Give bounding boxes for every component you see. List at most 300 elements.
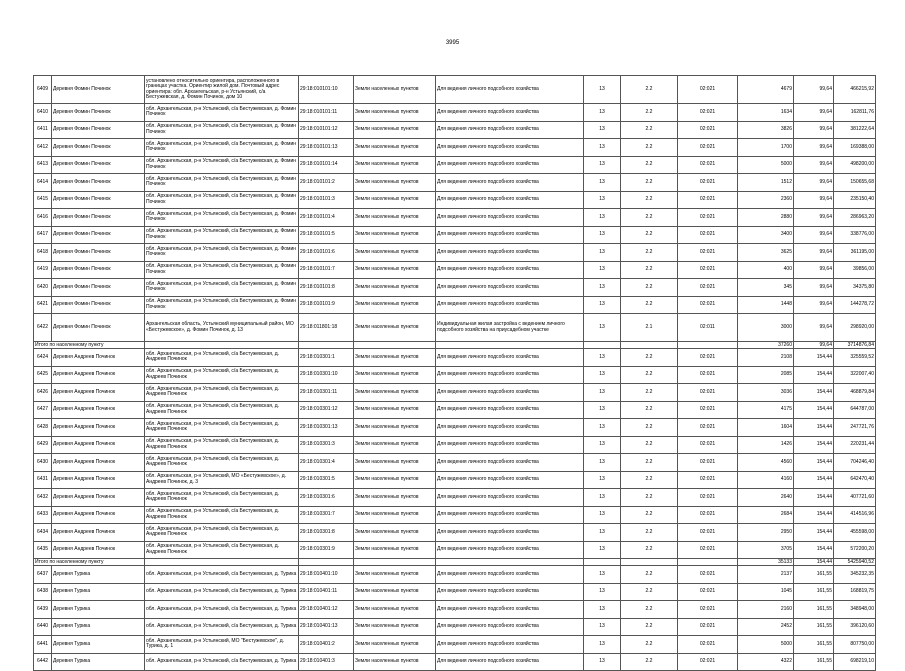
row-number: 6422 <box>34 314 52 342</box>
cadastral-number: 29:18:010401:11 <box>299 583 354 601</box>
vri-code: 02:021 <box>678 436 738 454</box>
address: обл. Архангельская, р-н Устьянский, с/а Бестужевская, д. Фомин Починок <box>145 139 299 157</box>
rate: 154,44 <box>794 436 834 454</box>
empty-cell <box>436 342 584 349</box>
address: установлено относительно ориентира, расположенного в границах участка. Ориентир жилой дом. Почтовый адрес ориентира: обл. Архангельская, р-н Устьянский, с/а Бестужевская, д. Фомин Починок, дом 10 <box>145 76 299 104</box>
vri-code: 02:021 <box>678 209 738 227</box>
settlement-name: Деревня Андреев Починок <box>52 436 145 454</box>
vri-code: 02:021 <box>678 541 738 559</box>
group: 2.2 <box>621 226 678 244</box>
permitted-use: Для ведения личного подсобного хозяйства <box>436 76 584 104</box>
address: обл. Архангельская, р-н Устьянский, с/а Бестужевская, д. Андреев Починок <box>145 506 299 524</box>
rate: 99,64 <box>794 104 834 122</box>
cadastral-value: 396120,60 <box>834 618 876 636</box>
permitted-use: Для ведения личного подсобного хозяйства <box>436 191 584 209</box>
land-category: Земли населенных пунктов <box>354 636 436 654</box>
cadastral-number: 29:18:010101:10 <box>299 76 354 104</box>
cadastral-number: 29:18:010301:8 <box>299 524 354 542</box>
cadastral-table <box>33 75 876 671</box>
land-category: Земли населенных пунктов <box>354 296 436 314</box>
settlement-name: Деревня Фомин Починок <box>52 121 145 139</box>
settlement-name: Деревня Андреев Починок <box>52 471 145 489</box>
area: 4160 <box>738 471 794 489</box>
address: обл. Архангельская, р-н Устьянский, с/а Бестужевская, д. Фомин Починок <box>145 261 299 279</box>
permitted-use: Для ведения личного подсобного хозяйства <box>436 384 584 402</box>
cadastral-value: 169388,00 <box>834 139 876 157</box>
area: 3705 <box>738 541 794 559</box>
permitted-use: Для ведения личного подсобного хозяйства <box>436 566 584 584</box>
rate: 161,55 <box>794 653 834 671</box>
row-number: 6429 <box>34 436 52 454</box>
permitted-use: Для ведения личного подсобного хозяйства <box>436 366 584 384</box>
group: 2.2 <box>621 384 678 402</box>
permitted-use: Для ведения личного подсобного хозяйства <box>436 471 584 489</box>
table-row <box>34 226 876 244</box>
permitted-use: Для ведения личного подсобного хозяйства <box>436 601 584 619</box>
table-row <box>34 601 876 619</box>
page-number: 3995 <box>445 40 460 46</box>
permitted-use: Для ведения личного подсобного хозяйства <box>436 121 584 139</box>
cadastral-value: 338776,00 <box>834 226 876 244</box>
row-number: 6424 <box>34 349 52 367</box>
row-number: 6431 <box>34 471 52 489</box>
permitted-use: Для ведения личного подсобного хозяйства <box>436 156 584 174</box>
rate: 154,44 <box>794 349 834 367</box>
address: обл. Архангельская, р-н Устьянский, с/а Бестужевская, д. Андреев Починок <box>145 436 299 454</box>
table-row <box>34 583 876 601</box>
group: 2.2 <box>621 76 678 104</box>
permitted-use: Для ведения личного подсобного хозяйства <box>436 436 584 454</box>
permitted-use: Для ведения личного подсобного хозяйства <box>436 524 584 542</box>
area: 1700 <box>738 139 794 157</box>
land-category: Земли населенных пунктов <box>354 506 436 524</box>
cadastral-number: 29:18:010301:4 <box>299 454 354 472</box>
area: 5000 <box>738 636 794 654</box>
settlement-name: Деревня Фомин Починок <box>52 191 145 209</box>
empty-cell <box>678 559 738 566</box>
address: обл. Архангельская, р-н Устьянский, с/а Бестужевская, д. Турика <box>145 583 299 601</box>
code: 13 <box>584 174 621 192</box>
cadastral-number: 29:18:010101:8 <box>299 279 354 297</box>
settlement-name: Деревня Андреев Починок <box>52 384 145 402</box>
row-number: 6416 <box>34 209 52 227</box>
row-number: 6418 <box>34 244 52 262</box>
settlement-name: Деревня Фомин Починок <box>52 76 145 104</box>
row-number: 6430 <box>34 454 52 472</box>
address: обл. Архангельская, р-н Устьянский, с/а Бестужевская, д. Фомин Починок <box>145 174 299 192</box>
cadastral-number: 29:18:011801:18 <box>299 314 354 342</box>
code: 13 <box>584 139 621 157</box>
table-row <box>34 244 876 262</box>
cadastral-number: 29:18:010301:9 <box>299 541 354 559</box>
land-category: Земли населенных пунктов <box>354 489 436 507</box>
settlement-name: Деревня Андреев Починок <box>52 401 145 419</box>
empty-cell <box>584 559 621 566</box>
land-category: Земли населенных пунктов <box>354 209 436 227</box>
permitted-use: Для ведения личного подсобного хозяйства <box>436 139 584 157</box>
land-category: Земли населенных пунктов <box>354 524 436 542</box>
cadastral-number: 29:18:010101:11 <box>299 104 354 122</box>
rate: 154,44 <box>794 524 834 542</box>
code: 13 <box>584 209 621 227</box>
cadastral-number: 29:18:010101:5 <box>299 226 354 244</box>
settlement-name: Деревня Андреев Починок <box>52 454 145 472</box>
subtotal-row <box>34 342 876 349</box>
group: 2.2 <box>621 156 678 174</box>
subtotal-label: Итого по населенному пункту <box>34 559 145 566</box>
group: 2.2 <box>621 366 678 384</box>
address: обл. Архангельская, р-н Устьянский, с/а Бестужевская, д. Андреев Починок <box>145 454 299 472</box>
address: обл. Архангельская, р-н Устьянский, с/а Бестужевская, д. Андреев Починок <box>145 366 299 384</box>
vri-code: 02:021 <box>678 104 738 122</box>
permitted-use: Для ведения личного подсобного хозяйства <box>436 454 584 472</box>
cadastral-value: 455598,00 <box>834 524 876 542</box>
group: 2.2 <box>621 471 678 489</box>
permitted-use: Для ведения личного подсобного хозяйства <box>436 541 584 559</box>
cadastral-number: 29:18:010101:9 <box>299 296 354 314</box>
cadastral-value: 39856,00 <box>834 261 876 279</box>
settlement-name: Деревня Фомин Починок <box>52 174 145 192</box>
row-number: 6442 <box>34 653 52 671</box>
empty-cell <box>354 342 436 349</box>
settlement-name: Деревня Фомин Починок <box>52 261 145 279</box>
area: 5000 <box>738 156 794 174</box>
permitted-use: Для ведения личного подсобного хозяйства <box>436 174 584 192</box>
area: 1512 <box>738 174 794 192</box>
area: 2640 <box>738 489 794 507</box>
area: 1634 <box>738 104 794 122</box>
settlement-name: Деревня Фомин Починок <box>52 279 145 297</box>
cadastral-value: 361195,00 <box>834 244 876 262</box>
land-category: Земли населенных пунктов <box>354 104 436 122</box>
row-number: 6410 <box>34 104 52 122</box>
group: 2.2 <box>621 209 678 227</box>
cadastral-number: 29:18:010101:4 <box>299 209 354 227</box>
table-row <box>34 636 876 654</box>
area: 3625 <box>738 244 794 262</box>
permitted-use: Индивидуальная жилая застройка с ведением личного подсобного хозяйства на приусадебном участке <box>436 314 584 342</box>
vri-code: 02:021 <box>678 583 738 601</box>
cadastral-value: 235150,40 <box>834 191 876 209</box>
code: 13 <box>584 618 621 636</box>
settlement-name: Деревня Фомин Починок <box>52 209 145 227</box>
cadastral-value: 348948,00 <box>834 601 876 619</box>
area: 4679 <box>738 76 794 104</box>
land-category: Земли населенных пунктов <box>354 366 436 384</box>
row-number: 6420 <box>34 279 52 297</box>
area: 2108 <box>738 349 794 367</box>
settlement-name: Деревня Фомин Починок <box>52 296 145 314</box>
subtotal-row <box>34 559 876 566</box>
group: 2.2 <box>621 296 678 314</box>
permitted-use: Для ведения личного подсобного хозяйства <box>436 653 584 671</box>
permitted-use: Для ведения личного подсобного хозяйства <box>436 296 584 314</box>
address: обл. Архангельская, р-н Устьянский, с/а Бестужевская, д. Фомин Починок <box>145 244 299 262</box>
area: 3036 <box>738 384 794 402</box>
cadastral-value: 698219,10 <box>834 653 876 671</box>
permitted-use: Для ведения личного подсобного хозяйства <box>436 104 584 122</box>
row-number: 6434 <box>34 524 52 542</box>
permitted-use: Для ведения личного подсобного хозяйства <box>436 349 584 367</box>
code: 13 <box>584 349 621 367</box>
address: обл. Архангельская, р-н Устьянский, с/а Бестужевская, д. Фомин Починок <box>145 279 299 297</box>
cadastral-value: 498200,00 <box>834 156 876 174</box>
area: 345 <box>738 279 794 297</box>
cadastral-value: 345232,35 <box>834 566 876 584</box>
land-category: Земли населенных пунктов <box>354 566 436 584</box>
land-category: Земли населенных пунктов <box>354 384 436 402</box>
cadastral-number: 29:18:010301:7 <box>299 506 354 524</box>
cadastral-value: 168819,75 <box>834 583 876 601</box>
address: обл. Архангельская, р-н Устьянский, с/а Бестужевская, д. Турика <box>145 653 299 671</box>
table-row <box>34 349 876 367</box>
area: 2160 <box>738 601 794 619</box>
address: обл. Архангельская, р-н Устьянский, с/а Бестужевская, д. Андреев Починок <box>145 349 299 367</box>
cadastral-number: 29:18:010301:11 <box>299 384 354 402</box>
cadastral-number: 29:18:010101:12 <box>299 121 354 139</box>
settlement-name: Деревня Фомин Починок <box>52 314 145 342</box>
permitted-use: Для ведения личного подсобного хозяйства <box>436 401 584 419</box>
group: 2.2 <box>621 524 678 542</box>
cadastral-number: 29:18:010401:10 <box>299 566 354 584</box>
settlement-name: Деревня Турика <box>52 566 145 584</box>
rate: 154,44 <box>794 454 834 472</box>
code: 13 <box>584 601 621 619</box>
code: 13 <box>584 653 621 671</box>
group: 2.2 <box>621 401 678 419</box>
table-row <box>34 524 876 542</box>
group: 2.2 <box>621 244 678 262</box>
address: обл. Архангельская, р-н Устьянский, с/а Бестужевская, д. Фомин Починок <box>145 191 299 209</box>
subtotal-label: Итого по населенному пункту <box>34 342 145 349</box>
permitted-use: Для ведения личного подсобного хозяйства <box>436 489 584 507</box>
table-row <box>34 191 876 209</box>
address: обл. Архангельская, р-н Устьянский, с/а Бестужевская, д. Турика <box>145 566 299 584</box>
address: обл. Архангельская, р-н Устьянский, с/а Бестужевская, д. Фомин Починок <box>145 226 299 244</box>
vri-code: 02:021 <box>678 366 738 384</box>
row-number: 6439 <box>34 601 52 619</box>
permitted-use: Для ведения личного подсобного хозяйства <box>436 506 584 524</box>
permitted-use: Для ведения личного подсобного хозяйства <box>436 618 584 636</box>
permitted-use: Для ведения личного подсобного хозяйства <box>436 261 584 279</box>
table-row <box>34 156 876 174</box>
settlement-name: Деревня Андреев Починок <box>52 489 145 507</box>
table-row <box>34 139 876 157</box>
land-category: Земли населенных пунктов <box>354 601 436 619</box>
address: обл. Архангельская, р-н Устьянский, МО "Бестужевское", д. Турика, д. 1 <box>145 636 299 654</box>
permitted-use: Для ведения личного подсобного хозяйства <box>436 583 584 601</box>
rate: 154,44 <box>794 384 834 402</box>
code: 13 <box>584 314 621 342</box>
area: 2137 <box>738 566 794 584</box>
address: обл. Архангельская, р-н Устьянский, с/а Бестужевская, д. Андреев Починок <box>145 489 299 507</box>
land-category: Земли населенных пунктов <box>354 454 436 472</box>
area: 2684 <box>738 506 794 524</box>
cadastral-value: 298920,00 <box>834 314 876 342</box>
group: 2.2 <box>621 121 678 139</box>
settlement-name: Деревня Турика <box>52 601 145 619</box>
row-number: 6432 <box>34 489 52 507</box>
address: обл. Архангельская, р-н Устьянский, с/а Бестужевская, д. Фомин Починок <box>145 156 299 174</box>
land-category: Земли населенных пунктов <box>354 174 436 192</box>
empty-cell <box>678 342 738 349</box>
cadastral-value: 642470,40 <box>834 471 876 489</box>
vri-code: 02:021 <box>678 261 738 279</box>
permitted-use: Для ведения личного подсобного хозяйства <box>436 636 584 654</box>
group: 2.2 <box>621 653 678 671</box>
rate: 99,64 <box>794 261 834 279</box>
table-row <box>34 401 876 419</box>
settlement-name: Деревня Турика <box>52 618 145 636</box>
vri-code: 02:021 <box>678 121 738 139</box>
code: 13 <box>584 226 621 244</box>
rate: 161,55 <box>794 636 834 654</box>
cadastral-number: 29:18:010401:12 <box>299 601 354 619</box>
rate: 154,44 <box>794 419 834 437</box>
code: 13 <box>584 191 621 209</box>
address: обл. Архангельская, р-н Устьянский, с/а Бестужевская, д. Фомин Починок <box>145 296 299 314</box>
land-category: Земли населенных пунктов <box>354 261 436 279</box>
code: 13 <box>584 244 621 262</box>
permitted-use: Для ведения личного подсобного хозяйства <box>436 244 584 262</box>
code: 13 <box>584 454 621 472</box>
table-row <box>34 279 876 297</box>
vri-code: 02:011 <box>678 314 738 342</box>
group: 2.1 <box>621 314 678 342</box>
cadastral-number: 29:18:010101:14 <box>299 156 354 174</box>
address: обл. Архангельская, р-н Устьянский, с/а Бестужевская, д. Турика <box>145 618 299 636</box>
code: 13 <box>584 261 621 279</box>
address: Архангельская область, Устьянский муниципальный район, МО «Бестужевское», д. Фомин Починок, д. 13 <box>145 314 299 342</box>
area: 2085 <box>738 366 794 384</box>
land-category: Земли населенных пунктов <box>354 583 436 601</box>
area: 1045 <box>738 583 794 601</box>
land-category: Земли населенных пунктов <box>354 653 436 671</box>
area: 2360 <box>738 191 794 209</box>
address: обл. Архангельская, р-н Устьянский, с/а Бестужевская, д. Андреев Починок <box>145 541 299 559</box>
land-category: Земли населенных пунктов <box>354 139 436 157</box>
vri-code: 02:021 <box>678 139 738 157</box>
group: 2.2 <box>621 506 678 524</box>
table-row <box>34 261 876 279</box>
vri-code: 02:021 <box>678 349 738 367</box>
vri-code: 02:021 <box>678 401 738 419</box>
group: 2.2 <box>621 541 678 559</box>
group: 2.2 <box>621 261 678 279</box>
cadastral-value: 34375,80 <box>834 279 876 297</box>
cadastral-value: 286963,20 <box>834 209 876 227</box>
vri-code: 02:021 <box>678 296 738 314</box>
cadastral-value: 220231,44 <box>834 436 876 454</box>
vri-code: 02:021 <box>678 174 738 192</box>
table-row <box>34 366 876 384</box>
table-row <box>34 506 876 524</box>
group: 2.2 <box>621 454 678 472</box>
code: 13 <box>584 489 621 507</box>
address: обл. Архангельская, р-н Устьянский, с/а Бестужевская, д. Андреев Починок <box>145 419 299 437</box>
vri-code: 02:021 <box>678 279 738 297</box>
row-number: 6441 <box>34 636 52 654</box>
table-body <box>34 76 876 671</box>
land-category: Земли населенных пунктов <box>354 279 436 297</box>
group: 2.2 <box>621 436 678 454</box>
table-row <box>34 121 876 139</box>
code: 13 <box>584 296 621 314</box>
row-number: 6421 <box>34 296 52 314</box>
cadastral-value: 414516,96 <box>834 506 876 524</box>
cadastral-value: 807750,00 <box>834 636 876 654</box>
table-row <box>34 76 876 104</box>
area: 3826 <box>738 121 794 139</box>
group: 2.2 <box>621 191 678 209</box>
area: 4560 <box>738 454 794 472</box>
cadastral-value: 466215,92 <box>834 76 876 104</box>
cadastral-number: 29:18:010301:10 <box>299 366 354 384</box>
table-row <box>34 419 876 437</box>
rate: 154,44 <box>794 366 834 384</box>
address: обл. Архангельская, р-н Устьянский, с/а Бестужевская, д. Турика <box>145 601 299 619</box>
settlement-name: Деревня Андреев Починок <box>52 541 145 559</box>
cadastral-number: 29:18:010401:2 <box>299 636 354 654</box>
code: 13 <box>584 524 621 542</box>
rate: 99,64 <box>794 244 834 262</box>
land-category: Земли населенных пунктов <box>354 76 436 104</box>
code: 13 <box>584 436 621 454</box>
vri-code: 02:021 <box>678 471 738 489</box>
table-row <box>34 541 876 559</box>
settlement-name: Деревня Андреев Починок <box>52 419 145 437</box>
vri-code: 02:021 <box>678 244 738 262</box>
settlement-name: Деревня Турика <box>52 653 145 671</box>
land-category: Земли населенных пунктов <box>354 226 436 244</box>
rate: 99,64 <box>794 279 834 297</box>
settlement-name: Деревня Андреев Починок <box>52 524 145 542</box>
settlement-name: Деревня Турика <box>52 636 145 654</box>
group: 2.2 <box>621 139 678 157</box>
rate: 99,64 <box>794 121 834 139</box>
group: 2.2 <box>621 601 678 619</box>
group: 2.2 <box>621 618 678 636</box>
cadastral-number: 29:18:010401:13 <box>299 618 354 636</box>
row-number: 6437 <box>34 566 52 584</box>
code: 13 <box>584 279 621 297</box>
code: 13 <box>584 366 621 384</box>
vri-code: 02:021 <box>678 506 738 524</box>
rate: 161,55 <box>794 566 834 584</box>
cadastral-number: 29:18:010301:6 <box>299 489 354 507</box>
rate: 154,44 <box>794 506 834 524</box>
cadastral-value: 644787,00 <box>834 401 876 419</box>
permitted-use: Для ведения личного подсобного хозяйства <box>436 209 584 227</box>
empty-cell <box>145 559 299 566</box>
land-category: Земли населенных пунктов <box>354 541 436 559</box>
table-row <box>34 384 876 402</box>
cadastral-value: 325559,52 <box>834 349 876 367</box>
cadastral-number: 29:18:010401:3 <box>299 653 354 671</box>
area: 400 <box>738 261 794 279</box>
group: 2.2 <box>621 279 678 297</box>
rate: 99,64 <box>794 296 834 314</box>
empty-cell <box>584 342 621 349</box>
rate: 99,64 <box>794 156 834 174</box>
area: 1448 <box>738 296 794 314</box>
code: 13 <box>584 506 621 524</box>
cadastral-value: 247721,76 <box>834 419 876 437</box>
row-number: 6414 <box>34 174 52 192</box>
settlement-name: Деревня Андреев Починок <box>52 506 145 524</box>
code: 13 <box>584 401 621 419</box>
group: 2.2 <box>621 583 678 601</box>
